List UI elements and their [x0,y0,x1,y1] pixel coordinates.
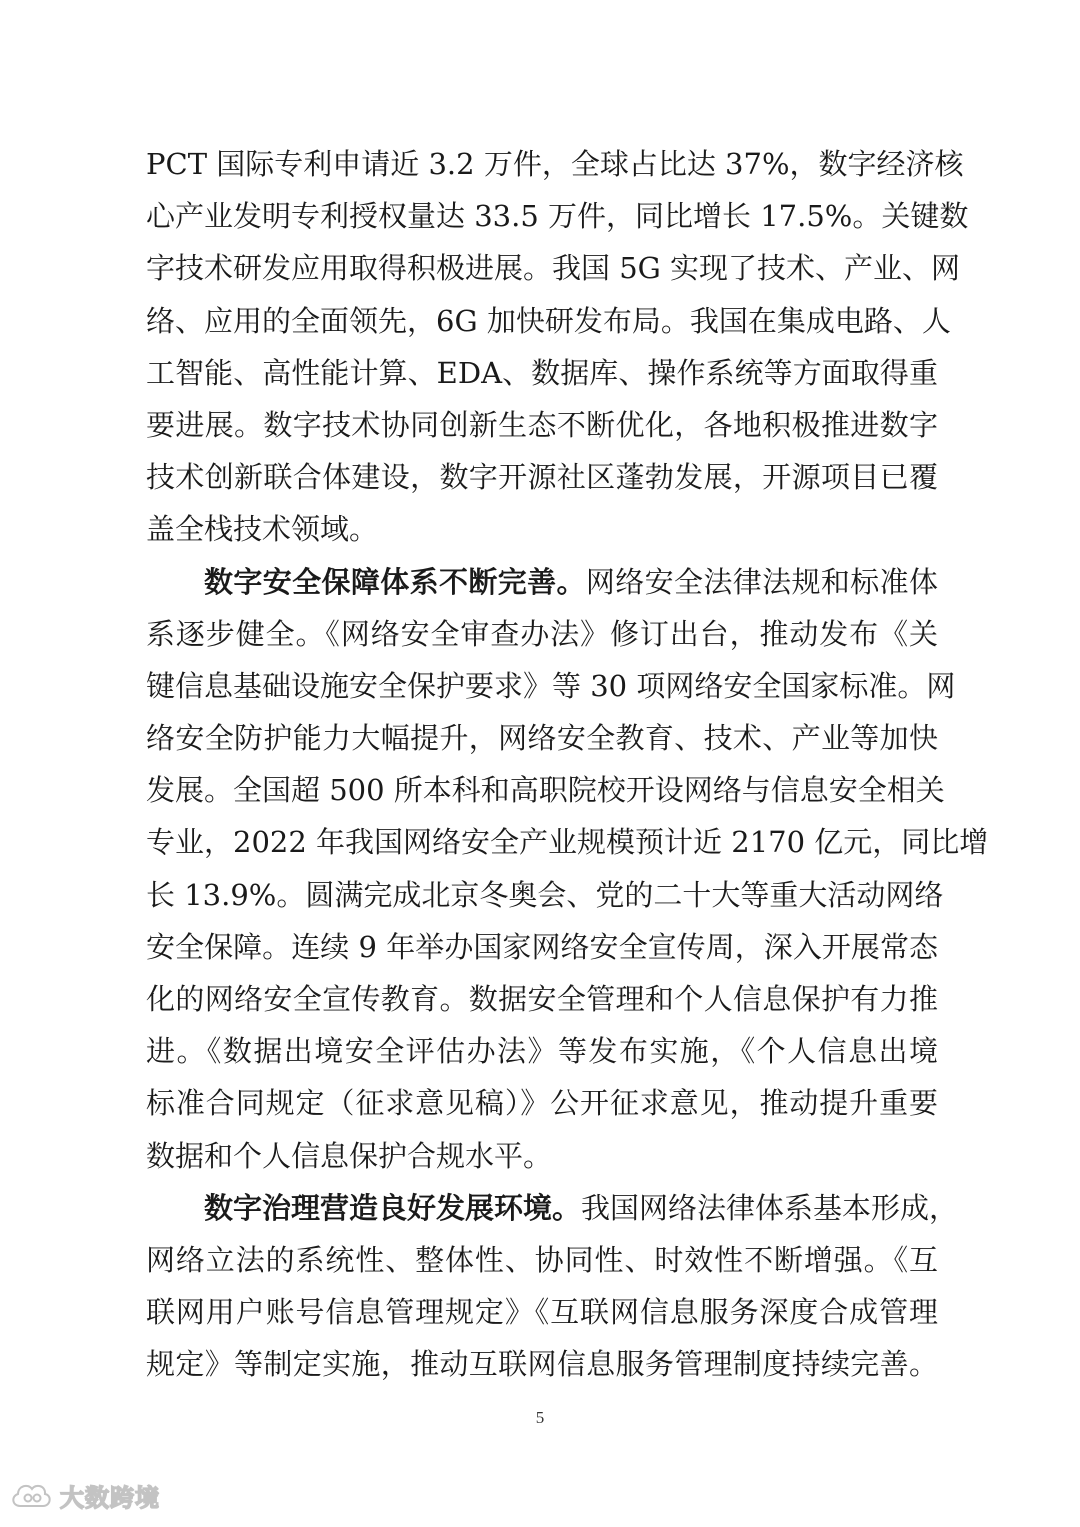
text-line: 盖全栈技术领域。 [146,512,379,547]
text-line: 长 13.9%。圆满完成北京冬奥会、党的二十大等重大活动网络 [146,877,944,912]
paragraph-security [146,556,989,1182]
text-segment: 我国网络法律体系基本形成， [581,1190,959,1225]
body-text [146,138,989,1391]
text-line: 键信息基础设施安全保护要求》等 30 项网络安全国家标准。网 [146,668,956,703]
text-line: 安全保障。连续 9 年举办国家网络安全宣传周，深入开展常态 [146,929,938,964]
watermark [8,1475,160,1515]
paragraph-first-line [146,556,938,608]
text-line: 工智能、高性能计算、EDA、数据库、操作系统等方面取得重 [146,355,938,390]
cloud-logo-icon [8,1478,54,1512]
paragraph-governance [146,1182,959,1391]
text-line: 专业，2022 年我国网络安全产业规模预计近 2170 亿元，同比增 [146,825,989,860]
watermark-text: 大数跨境 [60,1483,160,1512]
text-line: 络、应用的全面领先，6G 加快研发布局。我国在集成电路、人 [146,303,951,338]
text-line: 技术创新联合体建设，数字开源社区蓬勃发展，开源项目已覆 [146,460,938,495]
text-line: 络安全防护能力大幅提升，网络安全教育、技术、产业等加快 [146,721,938,756]
text-line: 网络立法的系统性、整体性、协同性、时效性不断增强。《互 [146,1242,938,1277]
text-line: 要进展。数字技术协同创新生态不断优化，各地积极推进数字 [146,407,938,442]
text-line: 数据和个人信息保护合规水平。 [146,1138,553,1173]
paragraph-heading: 数字安全保障体系不断完善。 [204,564,586,599]
text-line: 标准合同规定（征求意见稿）》公开征求意见，推动提升重要 [146,1086,938,1121]
text-line: PCT 国际专利申请近 3.2 万件，全球占比达 37%，数字经济核 [146,147,964,181]
text-segment: 网络安全法律法规和标准体 [585,564,938,599]
paragraph-heading: 数字治理营造良好发展环境。 [204,1190,582,1225]
text-line: 联网用户账号信息管理规定》《互联网信息服务深度合成管理 [146,1295,938,1330]
text-line: 化的网络安全宣传教育。数据安全管理和个人信息保护有力推 [146,982,938,1016]
text-line: 心产业发明专利授权量达 33.5 万件，同比增长 17.5%。关键数 [146,199,969,234]
text-line: 规定》等制定实施，推动互联网信息服务管理制度持续完善。 [146,1347,938,1382]
text-line: 进。《数据出境安全评估办法》等发布实施，《个人信息出境 [146,1034,938,1069]
text-line: 发展。全国超 500 所本科和高职院校开设网络与信息安全相关 [146,773,945,808]
text-line: 系逐步健全。《网络安全审查办法》修订出台，推动发布《关 [146,616,938,651]
text-line: 字技术研发应用取得积极进展。我国 5G 实现了技术、产业、网 [146,251,961,286]
paragraph-patents [146,138,969,556]
paragraph-first-line [146,1182,959,1234]
page-number: 5 [535,1408,545,1427]
